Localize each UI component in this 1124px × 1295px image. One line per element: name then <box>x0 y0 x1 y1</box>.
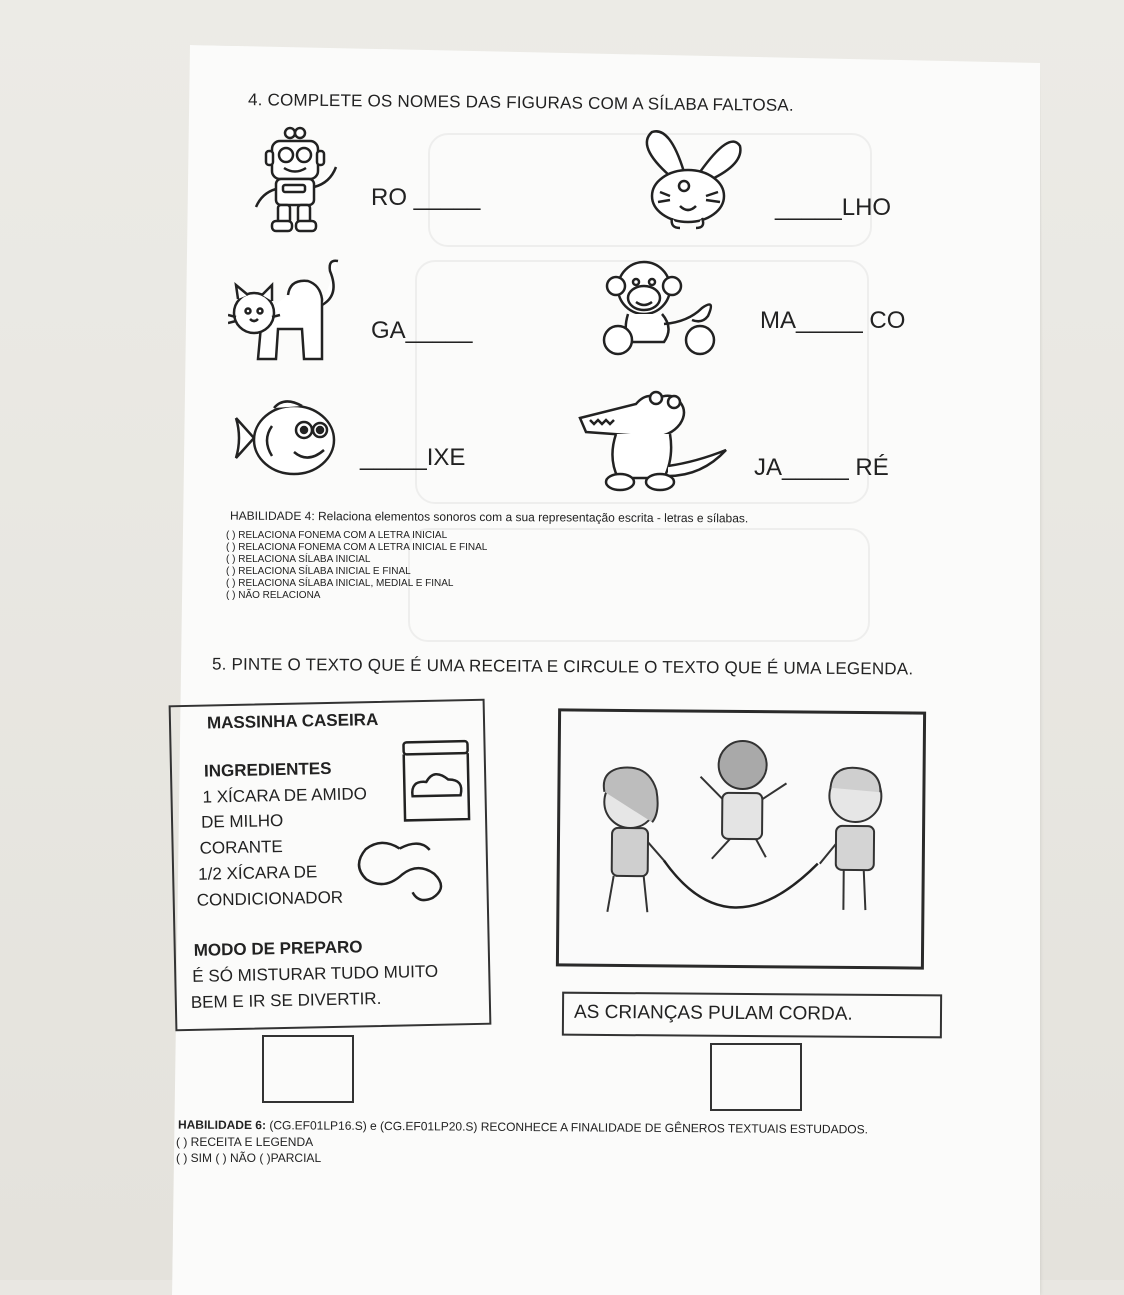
caption-box[interactable] <box>562 992 942 1039</box>
word-robot: RO _____ <box>371 184 481 211</box>
ingredients-heading: INGREDIENTES <box>203 758 332 781</box>
habilidade-6-description: (CG.EF01LP16.S) e (CG.EF01LP20.S) RECONHECE A FINALIDADE DE GÊNEROS TEXTUAIS ESTUDADOS. <box>265 1118 869 1137</box>
question-5-title: 5. PINTE O TEXTO QUE É UMA RECEITA E CIRCULE O TEXTO QUE É UMA LEGENDA. <box>211 654 914 679</box>
caption-text: AS CRIANÇAS PULAM CORDA. <box>573 1001 853 1025</box>
habilidade-4-option[interactable]: ( ) RELACIONA FONEMA COM A LETRA INICIAL <box>226 530 448 541</box>
children-illustration <box>559 711 917 960</box>
method-line: BEM E IR SE DIVERTIR. <box>190 988 382 1012</box>
word-cat: GA_____ <box>371 317 473 344</box>
recipe-box[interactable] <box>169 699 492 1032</box>
habilidade-4-option[interactable]: ( ) NÃO RELACIONA <box>226 590 321 601</box>
children-photo <box>556 708 926 969</box>
habilidade-4-title: HABILIDADE 4: Relaciona elementos sonoros com a sua representação escrita - letras e sílabas. <box>229 508 749 526</box>
habilidade-6-label: HABILIDADE 6: <box>177 1117 267 1133</box>
word-rabbit: _____LHO <box>775 194 892 221</box>
habilidade-4-option[interactable]: ( ) RELACIONA SÍLABA INICIAL, MEDIAL E FINAL <box>226 578 454 589</box>
word-fish: _____IXE <box>360 444 466 471</box>
habilidade-4-option[interactable]: ( ) RELACIONA FONEMA COM A LETRA INICIAL E FINAL <box>226 542 488 553</box>
jar-icon <box>399 739 475 827</box>
habilidade-6-option-sim-nao-parcial[interactable]: ( ) SIM ( ) NÃO ( )PARCIAL <box>176 1151 322 1165</box>
rabbit-picture <box>640 126 750 232</box>
cat-picture <box>228 255 348 365</box>
method-line: É SÓ MISTURAR TUDO MUITO <box>192 961 439 986</box>
monkey-picture <box>598 258 728 358</box>
word-monkey: MA_____ CO <box>760 307 906 334</box>
fish-picture <box>232 396 342 482</box>
habilidade-4-options <box>226 530 487 602</box>
ingredient-line: CONDICIONADOR <box>196 887 344 910</box>
method-heading: MODO DE PREPARO <box>193 937 363 960</box>
habilidade-4-option[interactable]: ( ) RELACIONA SÍLABA INICIAL <box>226 554 371 565</box>
hair-conditioner-icon <box>351 834 448 908</box>
ingredient-line: 1/2 XÍCARA DE <box>197 862 318 884</box>
habilidade-6-option-receita[interactable]: ( ) RECEITA E LEGENDA <box>176 1135 314 1149</box>
caption-answer-box[interactable] <box>710 1043 802 1111</box>
recipe-answer-box[interactable] <box>262 1035 354 1103</box>
robot-picture <box>248 123 348 235</box>
habilidade-4-option[interactable]: ( ) RELACIONA SÍLABA INICIAL E FINAL <box>226 566 411 577</box>
alligator-picture <box>576 378 732 496</box>
ingredient-line: DE MILHO <box>200 810 284 832</box>
word-alligator: JA_____ RÉ <box>754 454 889 481</box>
question-4-title: 4. COMPLETE OS NOMES DAS FIGURAS COM A SÍLABA FALTOSA. <box>247 90 794 115</box>
ingredient-line: 1 XÍCARA DE AMIDO <box>202 784 368 807</box>
recipe-title: MASSINHA CASEIRA <box>206 709 379 733</box>
ingredient-line: CORANTE <box>199 836 283 858</box>
